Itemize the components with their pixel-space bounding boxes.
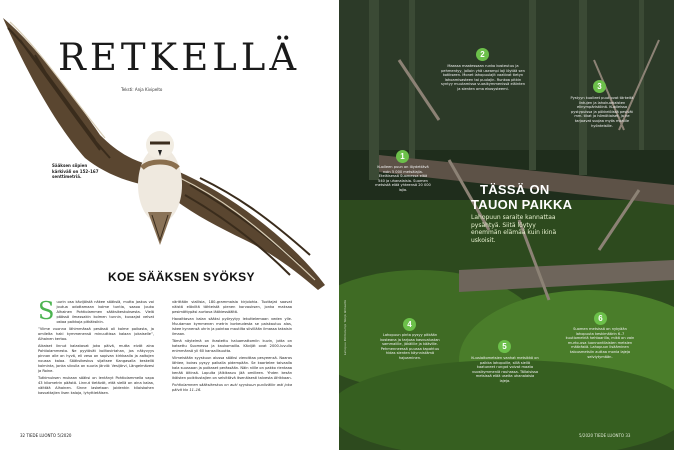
folio-left: 32 TIEDE LUONTO 5/2020 <box>20 433 72 438</box>
dropcap: S <box>38 297 55 325</box>
callout-text-6: Suomen metsissä on nykyään lahopuuta keskimäärin 6–7 kuutiometriä hehtaarilla, mikä on vain murto-osa luonnontilaisten metsien määrästä. Lahopuun lisääminen talousmetsiin auttaa monia lajeja selviytymään. <box>565 327 635 359</box>
folio-right: 5/2020 TIEDE LUONTO 33 <box>579 433 631 438</box>
callout-badge-4: 4 <box>403 318 416 331</box>
right-photo-credit: Lahopuu Pohtiolampi Tekijä lähteeltä <box>343 300 347 356</box>
paragraph: Havaittavan kalan sääksi pyöryytyy lekuttelemaan veden ylle. Muutaman kymmenen metrin korkeudesta se paiskautuu alas, iskee kynnensä uhrin ja pointaa mautilta siivillään ilmassa takaisin ilmaan. <box>172 317 292 336</box>
photo-credit: Pohtiolammen sääksikeskus on auki syyskuun puoliväliin asti joka päivä klo 11–16. <box>172 383 292 392</box>
paragraph: ”Viime vuonna lähimmässä pesässä oli kolme poikasta, ja omilelta haki kymmenensä minuuttissa kalaan jokaiselle”, Alhainen kertoo. <box>38 327 154 341</box>
callout-text-3: Pystyyn kuolleet puut ovat tärkeitä lintujen ja lahokuoriaisten elinympäristöinä. Kuolleissa pystypuissa ja pökkelöissä pesivät mm. tikat ja hömötiaiset, ja ne tarjoavat suojaa myös monille hyönteisille. <box>570 96 634 128</box>
paragraph: Tämä näytelmä on ihastettu haluamattomiin kuvin, jotta on katsettu Suomessa ja kaukomailla. Kävijät ovat 2000-luvulla enimmänsä yli 60 kansallisuutta. <box>172 339 292 353</box>
callout-badge-2: 2 <box>476 48 489 61</box>
byline: Teksti: Anja Kivipelto <box>121 87 163 92</box>
article-title: RETKELLÄ <box>58 36 301 79</box>
article-column-1 <box>38 297 154 398</box>
hero-title-line-2: TAUON PAIKKA <box>471 197 573 212</box>
paragraph: värittään viallisia, 180-grammaisia kirjolohia. Tuottajat saavat näistä eläviltä tähteistä pienen korvauksen, jonka maksaa pesimättypäsi aurtava lääkiessäältä. <box>172 300 292 314</box>
callout-text-4: Lahopuun pinta pysyy pitkään kosteana ja tarjoaa kasvualustan sammalille, jäkälille ja kääville. Pehmenneessä puussa tapahtuu hidas sienten käynnistämä hajoaminen. <box>380 333 440 360</box>
callout-badge-3: 3 <box>593 80 606 93</box>
callout-badge-6: 6 <box>594 312 607 325</box>
paragraph: Aikaiset linnut kalastavat joka päivä, mutta eivät aina Pohtiolammesta. Ne pyytävät koiltavirtahan, jos näkyvyys pinnan alle on hyvä, eli veso on sopivan kirkkaalla ja aaltojen noussa kalaa. Sääksikeskus sijaitsee Kangasalla keskellä kolminta, jonka siivulla on suuria järviä: Vesijärvi, Längelmävesi ja Roine. <box>38 344 154 373</box>
callout-text-5: Kuusiaitometsien vanhat metsikkö on paikka lahopuille, sillä siellä kaatuneet rungot voivat maata vuosikymmeniä rauhassa. Tällaisissa metsissä elää useita uhanalaisia lajeja. <box>471 356 539 383</box>
callout-badge-5: 5 <box>498 340 511 353</box>
photo-caption: Sääksen siipien kärkiväli on 152–167 senttimetriä. <box>52 163 99 179</box>
callout-text-2: Maassa maatessaan runko kosteutuu ja pehmentyy, jolloin yhä useampi laji löytää sen kotikseen. Monet lahopuulajit vaativat tietyn lahoamisasteen tai puulajin. Runkoa pitkin syntyy muutamissa vuosikymmenissä eläinten ja sienten oma ekosysteemi. <box>440 64 526 91</box>
paragraph: Suurin osa kävijöistä näkee sääksiä, mutta joskus voi joutua odottamaan kolme tuntia, saaoo Jouko Alhainen Pohtiolammen sääksikeskuksesta. Vielä päässä ilmassakin kolmen tunnin, kuvaajat velvat ostaa paikkoja pitkäksikin. <box>38 297 154 325</box>
article-column-2 <box>172 300 292 395</box>
paragraph: Viimeistään syyskuun alussa sääksi vieroittaa pesyeensä. Naaras lähtee, koiras pysyy paikalla pidempään. Se kaartelee taivaalla kala suussaan ja poikaset perässään. Näin niille on pakko rientaaa kenää äitinsä. Lopulta jälkikasvu jää omilleen. Yhden kesän ikäisten poikitustajien on selvittävä itsenäisesti talvesta Afrikkaan. <box>172 356 292 380</box>
right-page <box>339 0 674 450</box>
paragraph: Tutkimuksen mukaan sääksi on lentänyt Pohtiolammella vapa 43 kilometrin päästä. Linnut tietävät, että siellä on aina kalaa, väittää Alhainen. Sinne lasketaan joidenkin kiloiskohen kasvattajien lisen kaloja, lyhyttietäisen. <box>38 376 154 395</box>
hero-subtitle: Lahopuun saraite kannattaa pysähtyä. Siitä löytyy enemmän elämää kuin ikinä uskoisit. <box>471 214 557 244</box>
section-subhead: KOE SÄÄKSEN SYÖKSY <box>108 270 255 284</box>
hero-title-line-1: TÄSSÄ ON <box>480 182 550 197</box>
callout-badge-1: 1 <box>396 150 409 163</box>
osprey-body <box>138 131 182 245</box>
callout-text-1: Kuolleen puun on löydettävä noin 5 000 metsälajia. Eteläisessä Suomessa elää 540 ja uhanalaisia. Suomen metsistä elää yhteensä 20 000 lajia. <box>375 165 431 192</box>
